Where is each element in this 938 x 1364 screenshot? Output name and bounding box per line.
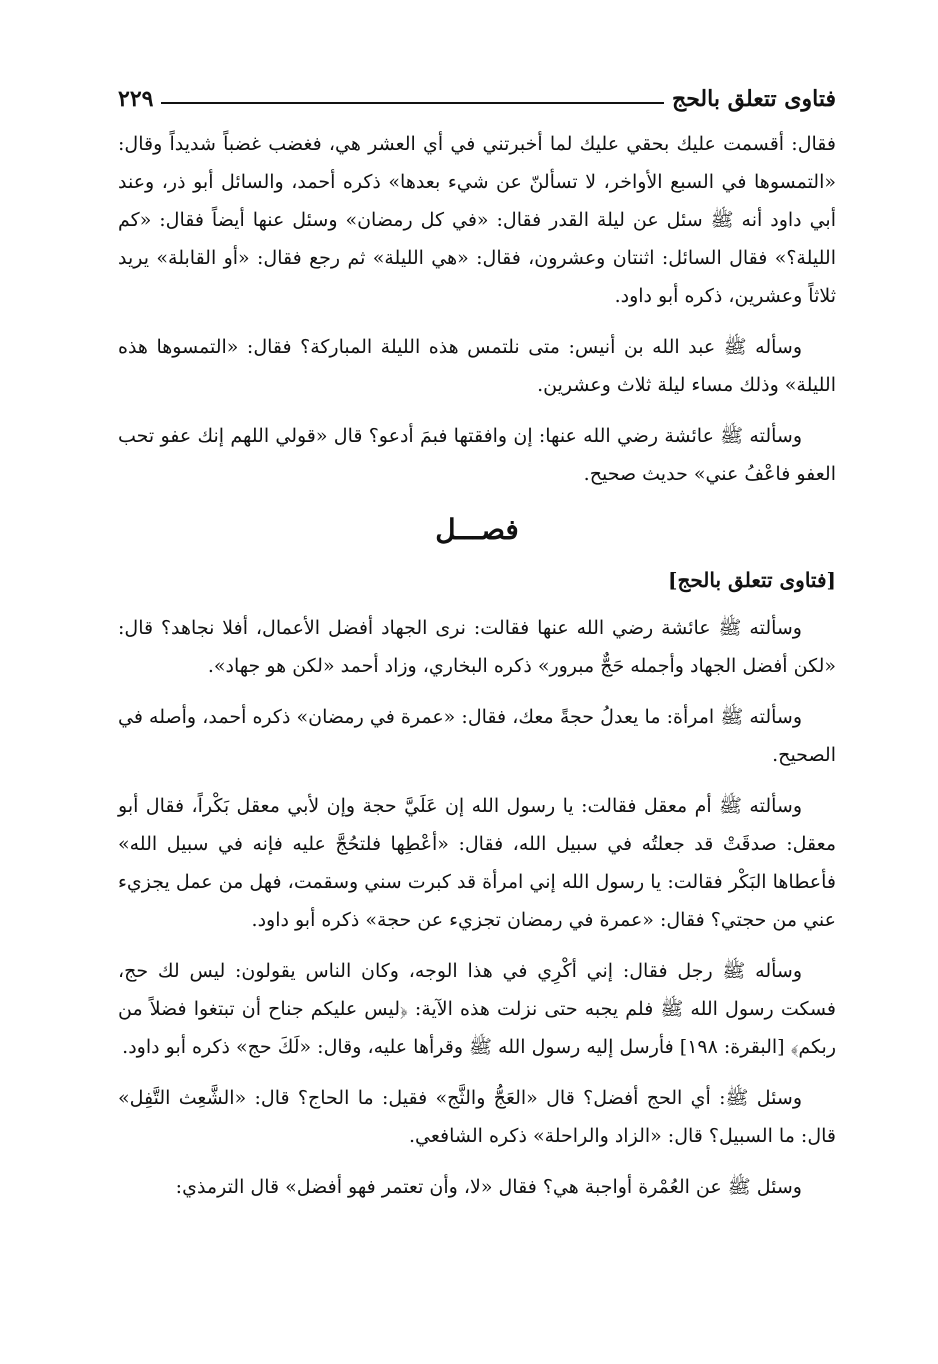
header-rule [161, 102, 664, 104]
paragraph: فقال: أقسمت عليك بحقي عليك لما أخبرتني في أي العشر هي، فغضب غضباً شديداً وقال: «التمسوها في السبع الأواخر، لا تسألنّ عن شيء بعدها» ذكره أحمد، والسائل أبو ذر، وعند أبي داود أنه ﷺ سئل عن ليلة القدر فقال: «في كل رمضان» وسئل عنها أيضاً فقال: «كم الليلة؟» فقال السائل: اثنتان وعشرون، فقال: «هي الليلة» ثم رجع فقال: «أو القابلة» يريد ثلاثاً وعشرين، ذكره أبو داود. [118, 133, 836, 307]
paragraph: وسئل ﷺ عن العُمْرة أواجبة هي؟ فقال «لا، وأن تعتمر فهو أفضل» قال الترمذي: [175, 1176, 802, 1198]
paragraph: وسألته ﷺ امرأة: ما يعدلُ حجةً معك، فقال: «عمرة في رمضان» ذكره أحمد، وأصله في الصحيح. [118, 706, 836, 766]
page-number: ٢٢٩ [118, 86, 154, 112]
section-heading: [فتاوى تتعلق بالحج] [668, 568, 836, 592]
section-title: فصـــل [435, 513, 519, 546]
running-header [118, 72, 836, 112]
body-text [118, 125, 836, 1219]
paragraph: وسألته ﷺ عائشة رضي الله عنها فقالت: نرى الجهاد أفضل الأعمال، أفلا نجاهد؟ قال: «لكن أفضل الجهاد وأجمله حَجٌّ مبرور» ذكره البخاري، وزاد أحمد «لكن هو جهاد». [118, 617, 836, 677]
paragraph: وسأله ﷺ رجل فقال: إني أكْرِي في هذا الوجه، وكان الناس يقولون: ليس لك حج، فسكت رسول الله ﷺ فلم يجبه حتى نزلت هذه الآية: ﴿ليس عليكم جناح أن تبتغوا فضلاً من ربكم﴾ [البقرة: ١٩٨] فأرسل إليه رسول الله ﷺ وقرأها عليه، وقال: «لَكَ حج» ذكره أبو داود. [118, 960, 836, 1058]
paragraph: وسألته ﷺ عائشة رضي الله عنها: إن وافقتها فبمَ أدعو؟ قال «قولي اللهم إنك عفو تحب العفو فاعْفُ عني» حديث صحيح. [118, 425, 836, 485]
paragraph: وسألته ﷺ أم معقل فقالت: يا رسول الله إن عَلَيَّ حجة وإن لأبي معقل بَكْراً، فقال أبو معقل: صدقَتْ قد جعلتُه في سبيل الله، فقال: «أعْطِها فلتحُجَّ عليه فإنه في سبيل الله» فأعطاها البَكْر فقالت: يا رسول الله إني امرأة قد كبرت سني وسقمت، فهل من عمل يجزيء عني من حجتي؟ فقال: «عمرة في رمضان تجزيء عن حجة» ذكره أبو داود. [118, 795, 836, 931]
paragraph: وسأله ﷺ عبد الله بن أنيس: متى نلتمس هذه الليلة المباركة؟ فقال: «التمسوها هذه الليلة» وذلك مساء ليلة ثلاث وعشرين. [118, 336, 836, 396]
header-title: فتاوى تتعلق بالحج [672, 86, 836, 112]
paragraph: وسئل ﷺ: أي الحج أفضل؟ قال «العَجُّ والثَّج» فقيل: ما الحاج؟ قال: «الشَّعِث التَّفِل» قال: ما السبيل؟ قال: «الزاد والراحلة» ذكره الشافعي. [118, 1087, 836, 1147]
